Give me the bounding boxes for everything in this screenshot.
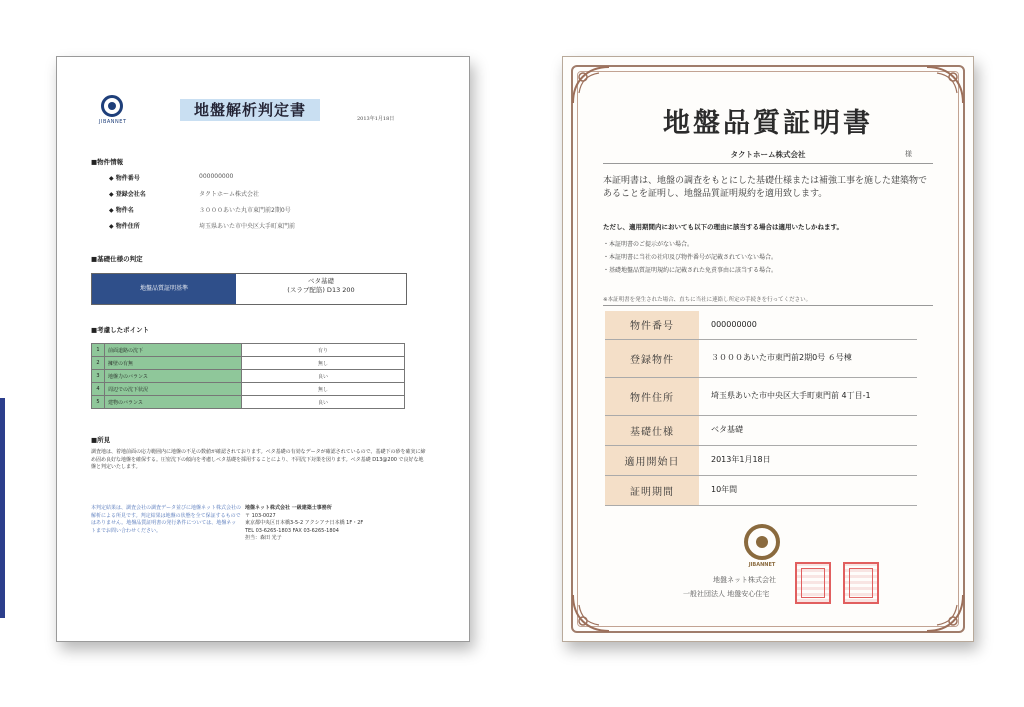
recipient-company: タクトホーム株式会社 xyxy=(730,150,806,159)
point-value: 無し xyxy=(242,383,405,396)
table-row xyxy=(605,445,917,475)
divider xyxy=(603,163,933,164)
point-value: 良い xyxy=(242,370,405,383)
disclaimer-note: 本判定結果は、調査会社の調査データ並びに地盤ネット株式会社の解析による所見です。判定結果は地盤の状態を全て保証するものではありません。地盤品質証明書の発行条件については、地盤ネットまでお問い合わせください。 xyxy=(91,505,242,534)
point-name: 擁壁の有無 xyxy=(105,357,242,370)
field-label: 証明期間 xyxy=(605,475,699,505)
info-value: 000000000 xyxy=(199,173,234,180)
point-value: 良い xyxy=(242,396,405,409)
info-label: ◆ 物件住所 xyxy=(109,223,140,230)
list-item: ・基礎地盤品質証明規約に記載された免責事由に該当する場合。 xyxy=(603,267,778,274)
point-num: 5 xyxy=(92,396,105,409)
table-row xyxy=(605,311,917,339)
edge-bar xyxy=(0,398,5,618)
field-value: ベタ基礎 xyxy=(699,415,917,445)
point-name: 前面道路の沈下 xyxy=(105,344,242,357)
judgement-box xyxy=(91,273,407,305)
field-value: 2013年1月18日 xyxy=(699,445,917,475)
report-date: 2013年1月18日 xyxy=(357,116,395,122)
issuer-name: 地盤ネット株式会社 一級建築士事務所 xyxy=(245,505,332,511)
notice-text: ※本証明書を発生された場合、直ちに当社に連絡し所定の手続きを行ってください。 xyxy=(603,297,812,303)
field-label: 適用開始日 xyxy=(605,445,699,475)
field-label: 物件番号 xyxy=(605,311,699,339)
field-value: 10年間 xyxy=(699,475,917,505)
red-seal-stamp xyxy=(795,562,831,604)
info-label: ◆ 物件番号 xyxy=(109,175,140,182)
field-value: 000000000 xyxy=(699,311,917,339)
issuer-person: 担当：森田 光子 xyxy=(245,535,282,541)
point-num: 2 xyxy=(92,357,105,370)
info-value: タクトホーム株式会社 xyxy=(199,191,260,198)
table-row xyxy=(92,344,405,357)
point-value: 無し xyxy=(242,357,405,370)
section-remarks: ■所見 xyxy=(91,436,111,444)
point-name: 地盤力のバランス xyxy=(105,370,242,383)
issuer-company: 地盤ネット株式会社 xyxy=(713,576,776,584)
report-title: 地盤解析判定書 xyxy=(180,99,320,121)
points-table xyxy=(91,343,405,409)
list-item: ・本証明書に当社の社印及び物件番号が記載されていない場合。 xyxy=(603,254,778,261)
jibannet-logo-icon xyxy=(101,95,123,117)
info-value: ３０００あいた丸市東門前2期0号 xyxy=(199,207,291,214)
point-value: 有り xyxy=(242,344,405,357)
point-num: 4 xyxy=(92,383,105,396)
divider xyxy=(603,305,933,306)
red-seal-stamp xyxy=(843,562,879,604)
point-name: 周辺での沈下状況 xyxy=(105,383,242,396)
table-row xyxy=(605,415,917,445)
info-value: 埼玉県あいた市中央区大手町東門前 xyxy=(199,223,296,230)
judgement-result xyxy=(236,277,406,295)
result-line-1: ベタ基礎 xyxy=(308,277,334,285)
point-num: 3 xyxy=(92,370,105,383)
ground-analysis-report xyxy=(56,56,470,642)
table-row xyxy=(92,357,405,370)
jibannet-emblem-icon xyxy=(744,524,780,560)
table-row xyxy=(92,383,405,396)
info-label: ◆ 物件名 xyxy=(109,207,134,214)
conditions-list xyxy=(603,238,933,277)
issuer-association: 一般社団法人 地盤安心住宅 xyxy=(683,590,770,598)
logo-text: JIBANNET xyxy=(99,119,127,125)
judgement-standard: 地盤品質証明基準 xyxy=(92,274,236,304)
issuer-zip: 〒 103-0027 xyxy=(245,512,276,519)
remark-text: 調査地は、着地前面の応力範囲内に地盤の不足の数値が確認されております。ベタ基礎の有効なデータが確認されているので、基礎下の砂を確実に締め固め良好な地盤を確保する。圧密沈下の傾向を考慮しベタ基礎を採用することにより、不同沈下対策を図ります。ベタ基礎 D13@200 で良好な地盤と判定いたします。 xyxy=(91,449,426,470)
issuer-address: 東京都中央区日本橋3-5-2 アクシアナ日本橋 1F・2F xyxy=(245,520,364,526)
field-value: 埼玉県あいた市中央区大手町東門前 4丁目-1 xyxy=(699,377,917,415)
table-row xyxy=(92,396,405,409)
field-label: 基礎仕様 xyxy=(605,415,699,445)
conditions-heading: ただし、適用期間内においても以下の理由に該当する場合は適用いたしかねます。 xyxy=(603,223,843,231)
field-value: ３０００あいた市東門前2期0号 ６号棟 xyxy=(699,339,917,377)
ornament-corner-icon xyxy=(569,591,613,635)
certificate-table xyxy=(605,311,917,506)
certificate-title: 地盤品質証明書 xyxy=(663,108,873,139)
section-property-info: ■物件情報 xyxy=(91,158,124,166)
list-item: ・本証明書のご提示がない場合。 xyxy=(603,241,694,248)
point-name: 建物のバランス xyxy=(105,396,242,409)
table-row xyxy=(92,370,405,383)
issuer-block xyxy=(245,505,395,543)
emblem-text: JIBANNET xyxy=(748,562,776,568)
ground-quality-certificate xyxy=(562,56,974,642)
certificate-body: 本証明書は、地盤の調査をもとにした基礎仕様または補強工事を施した建築物であることを証明し、地盤品質証明規約を適用致します。 xyxy=(603,176,928,199)
section-considered-points: ■考慮したポイント xyxy=(91,326,150,334)
recipient-honorific: 様 xyxy=(905,150,912,158)
section-foundation-judgement: ■基礎仕様の判定 xyxy=(91,255,143,263)
result-line-2: (スラブ配筋) D13 200 xyxy=(287,286,355,294)
issuer-tel: TEL 03-6265-1803 FAX 03-6265-1804 xyxy=(245,527,339,534)
field-label: 物件住所 xyxy=(605,377,699,415)
info-label: ◆ 登録会社名 xyxy=(109,191,146,198)
ornament-corner-icon xyxy=(923,591,967,635)
table-row xyxy=(605,339,917,377)
table-row xyxy=(605,475,917,505)
point-num: 1 xyxy=(92,344,105,357)
field-label: 登録物件 xyxy=(605,339,699,377)
table-row xyxy=(605,377,917,415)
